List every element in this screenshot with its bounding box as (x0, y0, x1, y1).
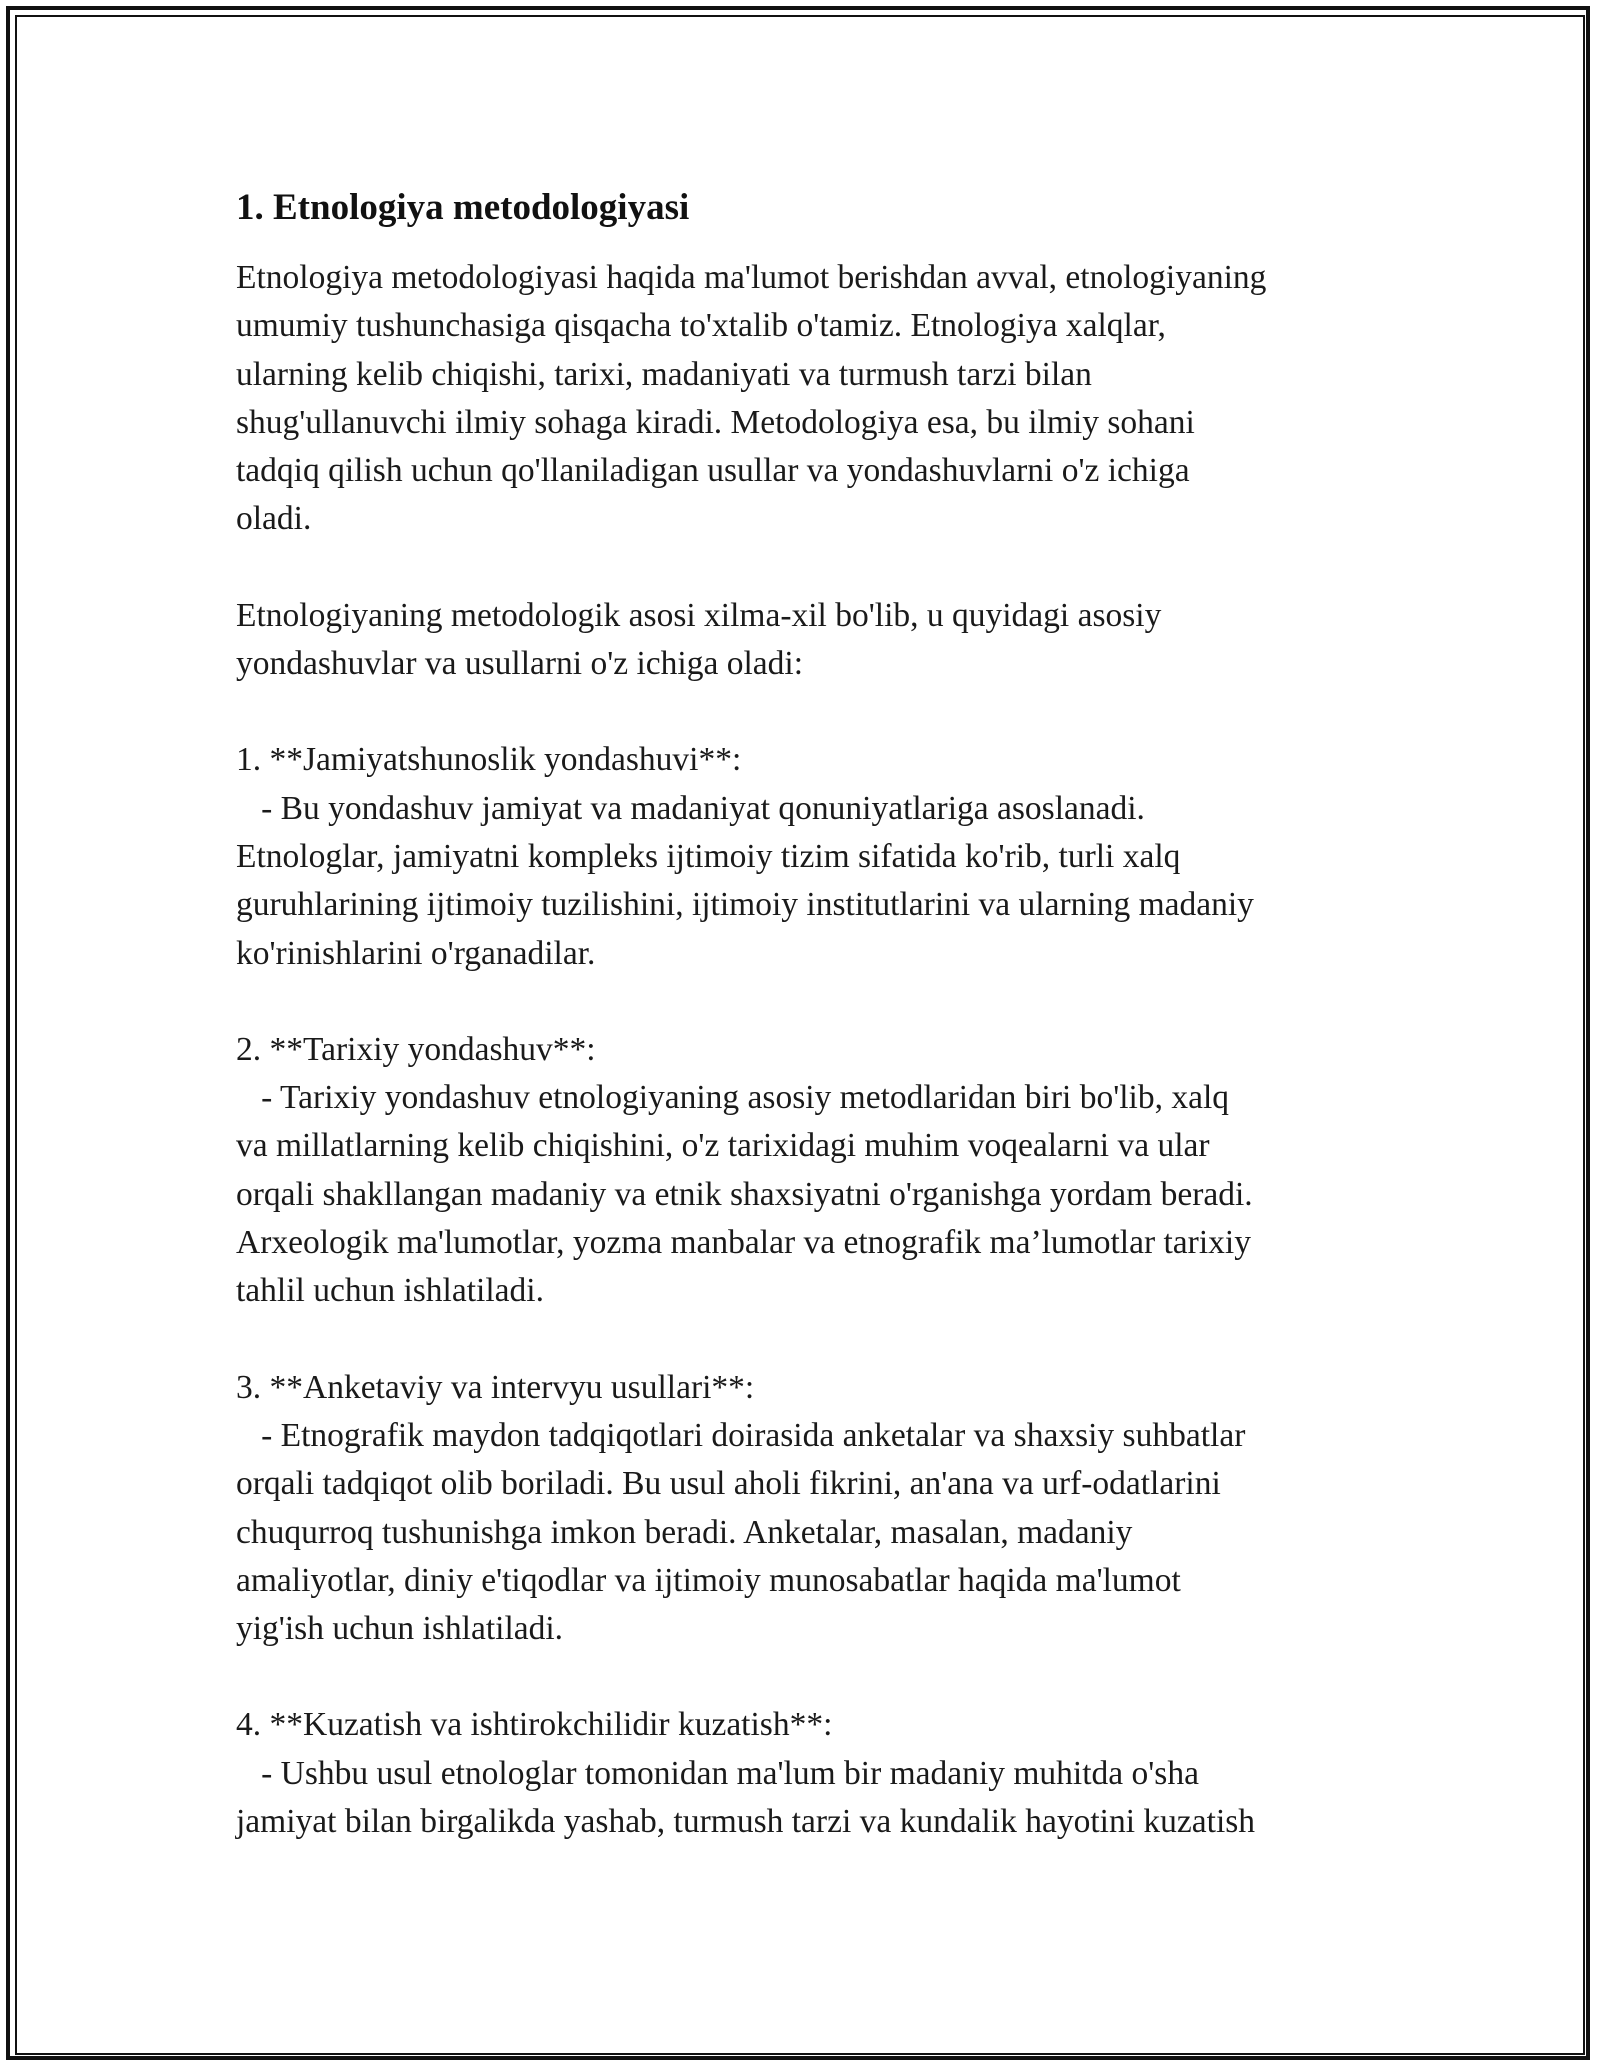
section-observation (236, 1701, 1376, 1846)
section-heading: 2. **Tarixiy yondashuv**: (236, 1030, 596, 1068)
section-heading: 3. **Anketaviy va intervyu usullari**: (236, 1368, 755, 1406)
methods-overview-paragraph: Etnologiyaning metodologik asosi xilma-xil bo'lib, u quyidagi asosiy yondashuvlar va usullarni o'z ichiga oladi: (236, 596, 1162, 683)
section-historical-approach (236, 1026, 1376, 1316)
section-body: - Bu yondashuv jamiyat va madaniyat qonuniyatlariga asoslanadi. Etnologlar, jamiyatni kompleks ijtimoiy tizim sifatida ko'rib, turli xalq guruhlarining ijtimoiy tuzilishini, ijtimoiy institutlarini va ularning madaniy ko'rinishlarini o'rganadilar. (236, 789, 1254, 972)
intro-paragraph: Etnologiya metodologiyasi haqida ma'lumot berishdan avval, etnologiyaning umumiy tushunchasiga qisqacha to'xtalib o'tamiz. Etnologiya xalqlar, ularning kelib chiqishi, tarixi, madaniyati va turmush tarzi bilan shug'ullanuvchi ilmiy sohaga kiradi. Metodologiya esa, bu ilmiy sohani tadqiq qilish uchun qo'llaniladigan usullar va yondashuvlarni o'z ichiga oladi. (236, 259, 1267, 538)
section-heading: 4. **Kuzatish va ishtirokchilidir kuzatish**: (236, 1706, 833, 1744)
section-body: - Etnografik maydon tadqiqotlari doirasida anketalar va shaxsiy suhbatlar orqali tadqiqot olib boriladi. Bu usul aholi fikrini, an'ana va urf-odatlarini chuqurroq tushunishga imkon beradi. Anketalar, masalan, madaniy amaliyotlar, diniy e'tiqodlar va ijtimoiy munosabatlar haqida ma'lumot yig'ish uchun ishlatiladi. (236, 1416, 1246, 1648)
section-survey-interview (236, 1364, 1376, 1654)
document-body (236, 186, 1376, 1846)
section-heading: 1. **Jamiyatshunoslik yondashuvi**: (236, 741, 742, 779)
section-sociology-approach (236, 736, 1376, 977)
document-title: 1. Etnologiya metodologiyasi (236, 187, 690, 228)
section-body: - Ushbu usul etnologlar tomonidan ma'lum bir madaniy muhitda o'sha jamiyat bilan birgalikda yashab, turmush tarzi va kundalik hayotini kuzatish (236, 1754, 1256, 1841)
section-body: - Tarixiy yondashuv etnologiyaning asosiy metodlaridan biri bo'lib, xalq va millatlarning kelib chiqishini, o'z tarixidagi muhim voqealarni va ular orqali shakllangan madaniy va etnik shaxsiyatni o'rganishga yordam beradi. Arxeologik ma'lumotlar, yozma manbalar va etnografik ma’lumotlar tarixiy tahlil uchun ishlatiladi. (236, 1079, 1253, 1310)
